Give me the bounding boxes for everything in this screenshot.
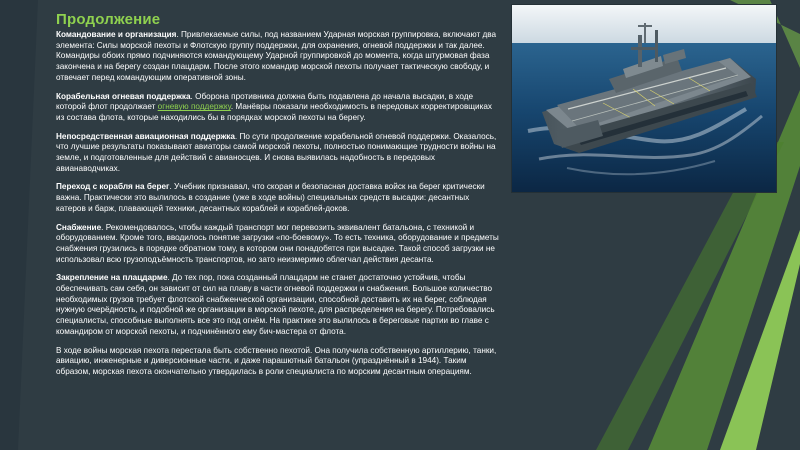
term-supply: Снабжение (56, 222, 102, 232)
paragraph-supply (56, 223, 501, 266)
aircraft-carrier-icon (512, 5, 777, 193)
paragraph-command-organization (56, 30, 501, 84)
slide-title: Продолжение (56, 11, 161, 28)
paragraph-naval-fire-support (56, 92, 501, 124)
fire-support-link[interactable]: огневую поддержку (157, 102, 231, 112)
paragraph-ship-to-shore (56, 182, 501, 214)
term-ship-to-shore: Переход с корабля на берег (56, 182, 170, 192)
paragraph-text: В ходе войны морская пехота перестала быть собственно пехотой. Она получила собственную артиллерию, танки, авиацию, инженерные и диверсионные части, и даже парашютный батальон (упразднённый в 1944). Таким образом, морская пехота окончательно утвердилась в роли специалиста по морским десантным операциям. (56, 345, 497, 376)
paragraph-text: . Учебник признавал, что скорая и безопасная доставка войск на берег критически важна. Практически это вылилось в создание (уже в ходе войны) специальных средств высадки: десантных катеров и барж, плавающей техники, десантных кораблей и кораблей-доков. (56, 182, 485, 213)
paragraph-text-before-link: . Оборона противника должна быть подавлена до начала высадки, в ходе которой флот продолжает (56, 91, 474, 112)
paragraph-text: . До тех пор, пока созданный плацдарм не станет достаточно устойчив, чтобы обеспечивать сам себя, он зависит от сил на плаву в части огневой поддержки и снабжения. Большое количество необходимых грузов требует флотской снабженческой организации, способной доставить их на берег, соблюдая нужную очерёдность, и подобной же организации в морской пехоте, для распределения на берегу. Потребовались специалисты, способные выполнять все это под огнём. На практике это вылилось в береговые партии во главе с командиром от морской пехоты, и подчинённого ему бич-мастера от флота. (56, 273, 495, 336)
paragraph-text: . Привлекаемые силы, под названием Ударная морская группировка, включают два элемента: Силы морской пехоты и Флотскую группу поддержки, для охранения, огневой поддержки и так далее. Командиры обоих прямо подчиняются командующему Ударной группировкой до момента, когда штурмовая фаза закончена и на берегу создан плацдарм. После этого командир морской пехоты получает тактическую свободу, и отвечает перед командующим оперативной зоны. (56, 30, 497, 82)
paragraph-air-support (56, 132, 501, 175)
paragraph-beachhead (56, 273, 501, 337)
term-naval-fire-support: Корабельная огневая поддержка (56, 91, 191, 101)
slide-body (56, 30, 501, 386)
paragraph-text-after-link: . Манёвры показали необходимость в передовых корректировщиках из состава флота, которые находились бы в порядках морской пехоты на берегу. (56, 102, 493, 122)
paragraph-text: . Рекомендовалось, чтобы каждый транспорт мог перевозить эквивалент батальона, с техникой и оборудованием. Кроме того, вводилось понятие загрузки «по-боевому». То есть техника, оборудование и предметы снабжения грузились в порядке обратном тому, в котором они понадобятся при высадке. Такой способ загрузки не использовал всю грузоподъёмность транспортов, но зато неизмеримо облегчал действия десанта. (56, 222, 499, 264)
term-command-organization: Командование и организация (56, 30, 177, 39)
term-beachhead: Закрепление на плацдарме (56, 273, 168, 283)
ship-photo (511, 4, 777, 193)
paragraph-text: . По сути продолжение корабельной огневой поддержки. Оказалось, что лучшие результаты показывают авиаторы самой морской пехоты, полностью понимающие трудности войны на земле, и подготовленные для действий с авианосцев. И снова выявилась надобность в передовых авианаводчиках. (56, 131, 497, 173)
paragraph-conclusion (56, 346, 501, 378)
term-air-support: Непосредственная авиационная поддержка (56, 131, 235, 141)
